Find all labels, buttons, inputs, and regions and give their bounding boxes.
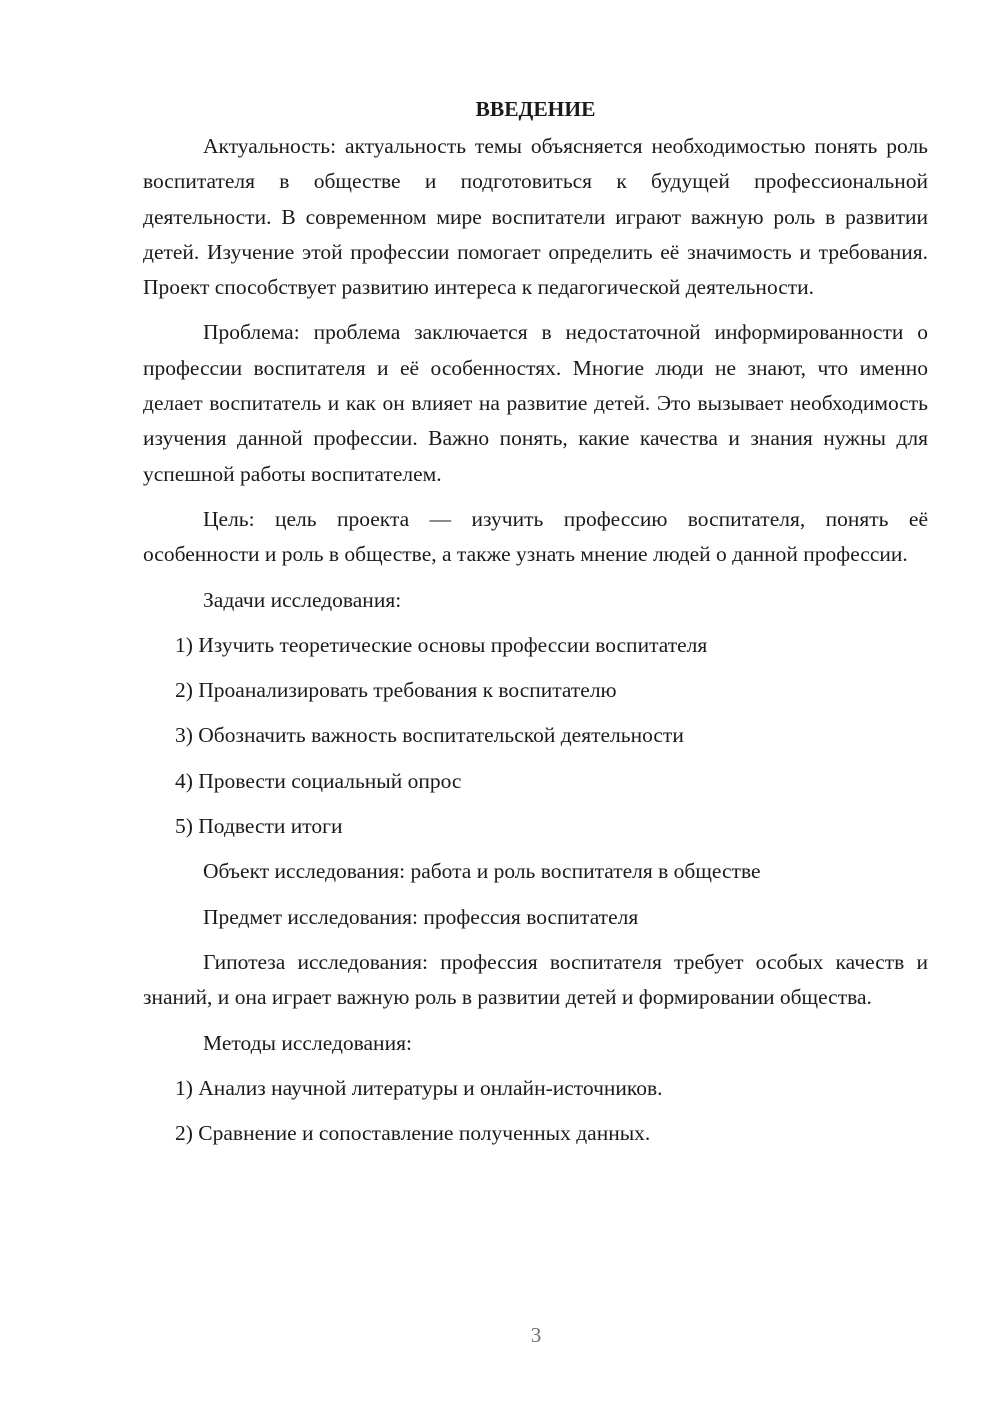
tasks-heading: Задачи исследования: [203,587,402,612]
relevance-paragraph: Актуальность: актуальность темы объясняется необходимостью понять роль воспитателя в обществе и подготовиться к будущей профессиональной деятельности. В современном мире воспитатели играют важную роль в развитии детей. Изучение этой профессии помогает определить её значимость и требования. Проект способствует развитию интереса к педагогической деятельности. [143,134,928,300]
method-item-2: 2) Сравнение и сопоставление полученных данных. [175,1121,651,1146]
problem-paragraph: Проблема: проблема заключается в недостаточной информированности о профессии воспитателя и её особенностях. Многие люди не знают, что именно делает воспитатель и как он влияет на развитие детей. Это вызывает необходимость изучения данной профессии. Важно понять, какие качества и знания нужны для успешной работы воспитателем. [143,320,928,486]
hypothesis-paragraph: Гипотеза исследования: профессия воспитателя требует особых качеств и знаний, и она играет важную роль в развитии детей и формировании общества. [143,949,928,1010]
document-page [143,92,928,1161]
task-item-5: 5) Подвести итоги [175,814,343,839]
research-object: Объект исследования: работа и роль воспитателя в обществе [203,859,761,884]
task-item-3: 3) Обозначить важность воспитательской деятельности [175,723,684,748]
task-item-2: 2) Проанализировать требования к воспитателю [175,678,617,703]
method-item-1: 1) Анализ научной литературы и онлайн-источников. [175,1075,663,1100]
methods-heading: Методы исследования: [203,1030,412,1055]
goal-paragraph: Цель: цель проекта — изучить профессию воспитателя, понять её особенности и роль в обществе, а также узнать мнение людей о данной профессии. [143,506,928,567]
section-title: ВВЕДЕНИЕ [475,97,596,121]
task-item-4: 4) Провести социальный опрос [175,768,462,793]
page-number: 3 [530,1323,542,1347]
research-subject: Предмет исследования: профессия воспитателя [203,904,639,929]
task-item-1: 1) Изучить теоретические основы профессии воспитателя [175,632,708,657]
